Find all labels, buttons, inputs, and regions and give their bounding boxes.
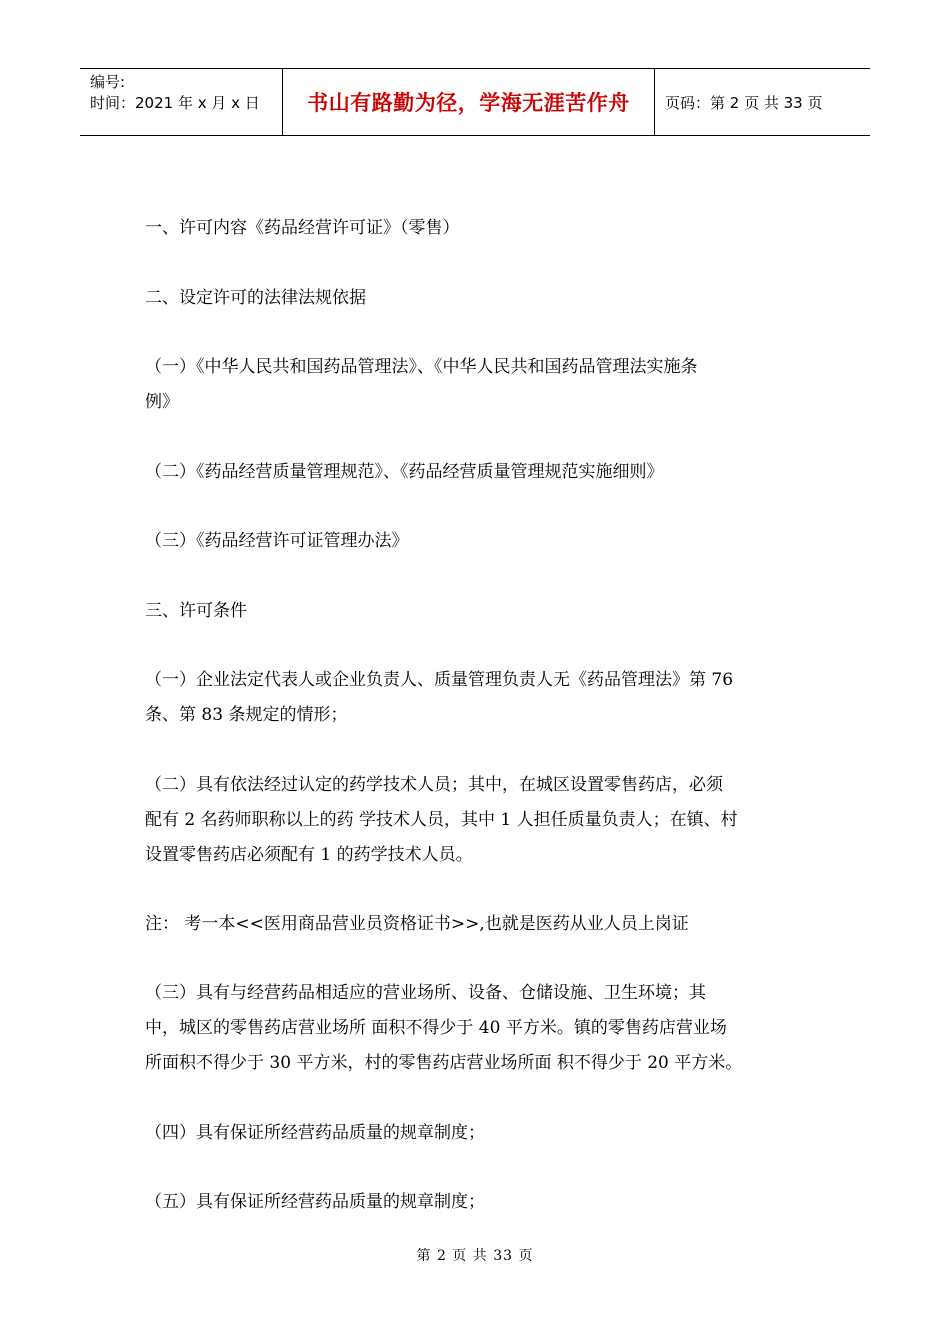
header-page-info: 页码：第 2 页 共 33 页 <box>665 93 823 112</box>
body-line: （一）企业法定代表人或企业负责人、质量管理负责人无《药品管理法》第 76 <box>145 670 734 690</box>
body-line: （二）《药品经营质量管理规范》、《药品经营质量管理规范实施细则》 <box>145 462 664 482</box>
section-heading-1: 一、许可内容《药品经营许可证》（零售） <box>145 218 460 238</box>
body-line: （二）具有依法经过认定的药学技术人员；其中，在城区设置零售药店，必须 <box>145 775 723 795</box>
body-line: 条、第 83 条规定的情形； <box>145 705 348 725</box>
body-line: 配有 2 名药师职称以上的药 学技术人员，其中 1 人担任质量负责人；在镇、村 <box>145 810 738 830</box>
body-line: （三）《药品经营许可证管理办法》 <box>145 531 409 551</box>
body-line: 例》 <box>145 392 179 412</box>
header-meta <box>80 69 282 135</box>
body-line: 设置零售药店必须配有 1 的药学技术人员。 <box>145 845 473 865</box>
page-footer: 第 2 页 共 33 页 <box>416 1248 534 1264</box>
section-heading-2: 二、设定许可的法律法规依据 <box>145 288 366 308</box>
document-time: 时间：2021 年 x 月 x 日 <box>90 94 260 112</box>
body-line: 所面积不得少于 30 平方米，村的零售药店营业场所面 积不得少于 20 平方米。 <box>145 1053 743 1073</box>
body-line: 中，城区的零售药店营业场所 面积不得少于 40 平方米。镇的零售药店营业场 <box>145 1018 727 1038</box>
section-heading-3: 三、许可条件 <box>145 601 247 621</box>
body-line: （一）《中华人民共和国药品管理法》、《中华人民共和国药品管理法实施条 <box>145 357 698 377</box>
document-header <box>80 68 870 136</box>
note-line: 注： 考一本<<医用商品营业员资格证书>>,也就是医药从业人员上岗证 <box>145 914 689 934</box>
body-line: （三）具有与经营药品相适应的营业场所、设备、仓储设施、卫生环境；其 <box>145 983 706 1003</box>
body-line: （五）具有保证所经营药品质量的规章制度； <box>145 1192 485 1212</box>
body-line: （四）具有保证所经营药品质量的规章制度； <box>145 1123 485 1143</box>
header-motto: 书山有路勤为径，学海无涯苦作舟 <box>282 69 655 135</box>
document-number-label: 编号: <box>90 73 126 91</box>
